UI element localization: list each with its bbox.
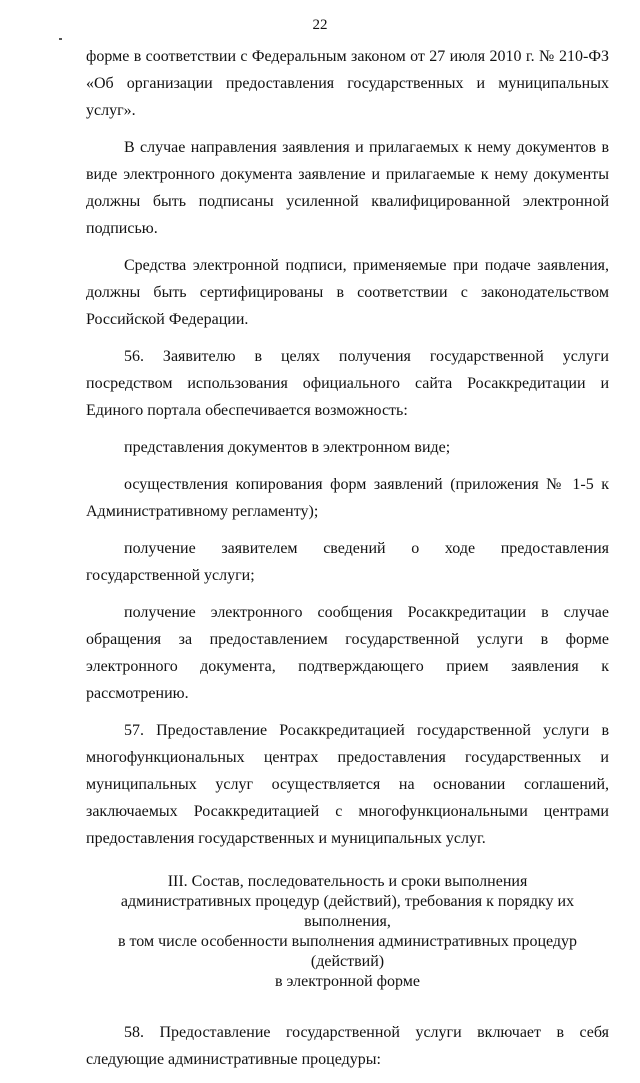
paragraph-continuation: форме в соответствии с Федеральным законом от 27 июля 2010 г. № 210-ФЗ «Об организации предоставления государственных и муниципальных услуг». [86,48,609,119]
paragraph-signature-certification: Средства электронной подписи, применяемые при подаче заявления, должны быть сертифицированы в соответствии с законодательством Российской Федерации. [86,257,609,328]
scan-mark [59,38,62,40]
document-body [86,43,609,1083]
section-heading-line: в том числе особенности выполнения административных процедур (действий) [117,933,578,970]
list-item-documents: представления документов в электронном виде; [124,439,451,456]
paragraph-56: 56. Заявителю в целях получения государственной услуги посредством использования официального сайта Росаккредитации и Единого портала обеспечивается возможность: [86,348,609,419]
paragraph-58: 58. Предоставление государственной услуги включает в себя следующие административные процедуры: [86,1024,609,1068]
list-item-copy-forms: осуществления копирования форм заявлений (приложения № 1-5 к Административному регламенту); [86,476,609,520]
section-heading-line: административных процедур (действий), требования к порядку их выполнения, [120,893,575,930]
list-item-status-info: получение заявителем сведений о ходе предоставления государственной услуги; [86,540,609,584]
paragraph-57: 57. Предоставление Росаккредитацией государственной услуги в многофункциональных центрах предоставления государственных и муниципальных услуг осуществляется на основании соглашений, заключаемых Росаккредитацией с многофункциональными центрами предоставления государственных и муниципальных услуг. [86,722,609,847]
list-item-electronic-message: получение электронного сообщения Росаккредитации в случае обращения за предоставлением государственной услуги в форме электронного документа, подтверждающего прием заявления к рассмотрению. [86,604,609,702]
paragraph-signature-requirement: В случае направления заявления и прилагаемых к нему документов в виде электронного документа заявление и прилагаемые к нему документы должны быть подписаны усиленной квалифицированной электронной подписью. [86,139,609,237]
section-heading-line: в электронной форме [274,973,420,990]
section-heading-line: III. Состав, последовательность и сроки выполнения [167,873,528,890]
page-number: 22 [312,17,328,33]
section-heading [86,872,609,992]
